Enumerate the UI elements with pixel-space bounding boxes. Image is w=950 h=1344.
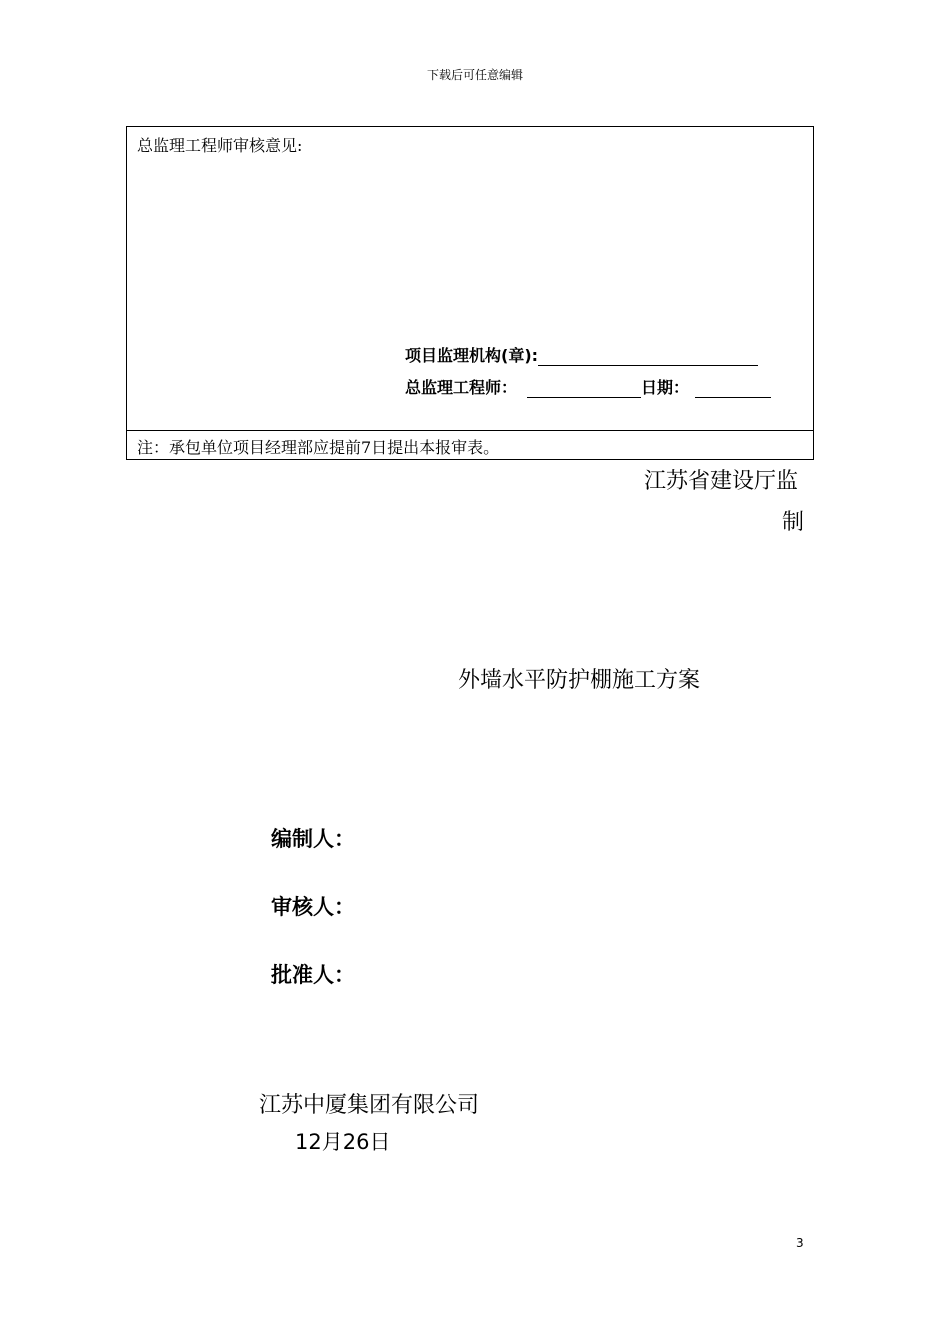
org-seal-blank xyxy=(538,347,758,366)
org-seal-line xyxy=(405,343,758,366)
compiler-label: 编制人： xyxy=(271,827,355,851)
approver-label: 批准人： xyxy=(271,963,355,987)
chief-engineer-label: 总监理工程师： xyxy=(405,378,518,397)
reviewer-label: 审核人： xyxy=(271,895,355,919)
cover-date: 12月26日 xyxy=(295,1130,391,1154)
page-header-note: 下载后可任意编辑 xyxy=(426,68,523,82)
company-name: 江苏中厦集团有限公司 xyxy=(259,1093,480,1118)
plan-title: 外墙水平防护棚施工方案 xyxy=(458,668,701,693)
date-label: 日期： xyxy=(641,378,690,397)
chief-engineer-line xyxy=(405,375,771,398)
chief-engineer-blank xyxy=(527,379,641,398)
org-seal-label: 项目监理机构(章): xyxy=(405,346,539,365)
footnote: 注：承包单位项目经理部应提前7日提出本报审表。 xyxy=(137,438,500,457)
opinion-cell xyxy=(127,127,813,431)
date-blank xyxy=(695,379,771,398)
issuer-line-1: 江苏省建设厅监 xyxy=(644,469,799,494)
issuer-line-2: 制 xyxy=(782,510,805,535)
page-number: 3 xyxy=(796,1236,804,1250)
opinion-label: 总监理工程师审核意见: xyxy=(137,136,303,155)
review-form-table xyxy=(126,126,814,460)
